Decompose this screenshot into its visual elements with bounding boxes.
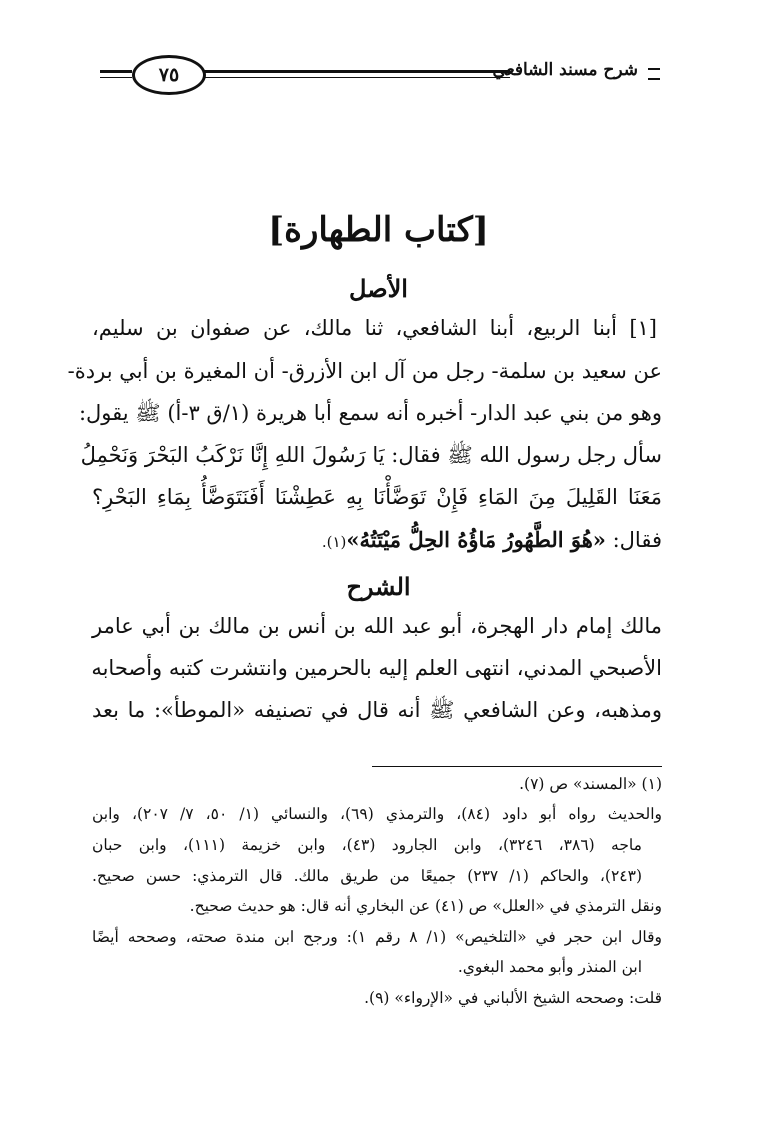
footnote-marker-1: (١). [321, 533, 347, 551]
asl-line-1: [١] أبنا الربيع، أبنا الشافعي، ثنا مالك، عن صفوان بن سليم، [92, 316, 657, 340]
asl-fa-qala: فقال: [605, 528, 662, 552]
header-ornament [648, 68, 660, 80]
header-rule-left [100, 70, 132, 78]
sharh-line-3: ومذهبه، وعن الشافعي ﷺ أنه قال في تصنيفه «الموطأ»: ما بعد [92, 698, 662, 722]
sharh-line-1: مالك إمام دار الهجرة، أبو عبد الله بن أنس بن مالك بن أبي عامر [92, 614, 662, 638]
footnote-line-2: والحديث رواه أبو داود (٨٤)، والترمذي (٦٩)، والنسائي (١/ ٥٠، ٧/ ٢٠٧)، وابن [92, 805, 662, 823]
page-number: ٧٥ [132, 55, 206, 95]
footnote-line-6: وقال ابن حجر في «التلخيص» (١/ ٨ رقم ١): ورجح ابن مندة صحته، وصححه أيضًا [92, 928, 662, 946]
chapter-title: [كتاب الطهارة] [268, 210, 489, 250]
footnote-line-7: ابن المنذر وأبو محمد البغوي. [457, 958, 642, 976]
running-header [100, 52, 660, 96]
footnote-line-8: قلت: وصححه الشيخ الألباني في «الإرواء» (٩). [364, 989, 662, 1007]
footnote-separator [372, 766, 662, 767]
asl-line-6 [92, 527, 662, 553]
footnote-1: (١) «المسند» ص (٧). [519, 775, 662, 793]
footnote-line-5: ونقل الترمذي في «العلل» ص (٤١) عن البخاري أنه قال: هو حديث صحيح. [189, 897, 662, 915]
asl-line-2: عن سعيد بن سلمة- رجل من آل ابن الأزرق- أن المغيرة بن أبي بردة- [67, 359, 662, 383]
asl-line-5: مَعَنَا القَلِيلَ مِنَ المَاءِ فَإِنْ تَوَضَّأْنَا بِهِ عَطِشْنَا أَفَنَتَوَضَّأُ بِمَاءِ البَحْرِ؟ [92, 485, 662, 509]
book-title: شرح مسند الشافعي [492, 60, 638, 80]
section-heading-asl: الأصل [349, 274, 408, 303]
sharh-line-2: الأصبحي المدني، انتهى العلم إليه بالحرمين وانتشرت كتبه وأصحابه [91, 656, 662, 680]
hadith-quote: «هُوَ الطَّهُورُ مَاؤُهُ الحِلُّ مَيْتَتُهُ» [346, 527, 606, 552]
header-rule [200, 70, 510, 78]
footnote-line-3: ماجه (٣٨٦، ٣٢٤٦)، وابن الجارود (٤٣)، وابن خزيمة (١١١)، وابن حبان [92, 836, 642, 854]
footnote-line-4: (٢٤٣)، والحاكم (١/ ٢٣٧) جميعًا من طريق مالك. قال الترمذي: حسن صحيح. [92, 867, 643, 885]
asl-line-3: وهو من بني عبد الدار- أخبره أنه سمع أبا هريرة (١/ق ٣-أ) ﷺ يقول: [78, 401, 662, 425]
asl-line-4: سأل رجل رسول الله ﷺ فقال: يَا رَسُولَ اللهِ إِنَّا نَرْكَبُ البَحْرَ وَنَحْمِلُ [80, 443, 662, 467]
section-heading-sharh: الشرح [346, 572, 411, 601]
